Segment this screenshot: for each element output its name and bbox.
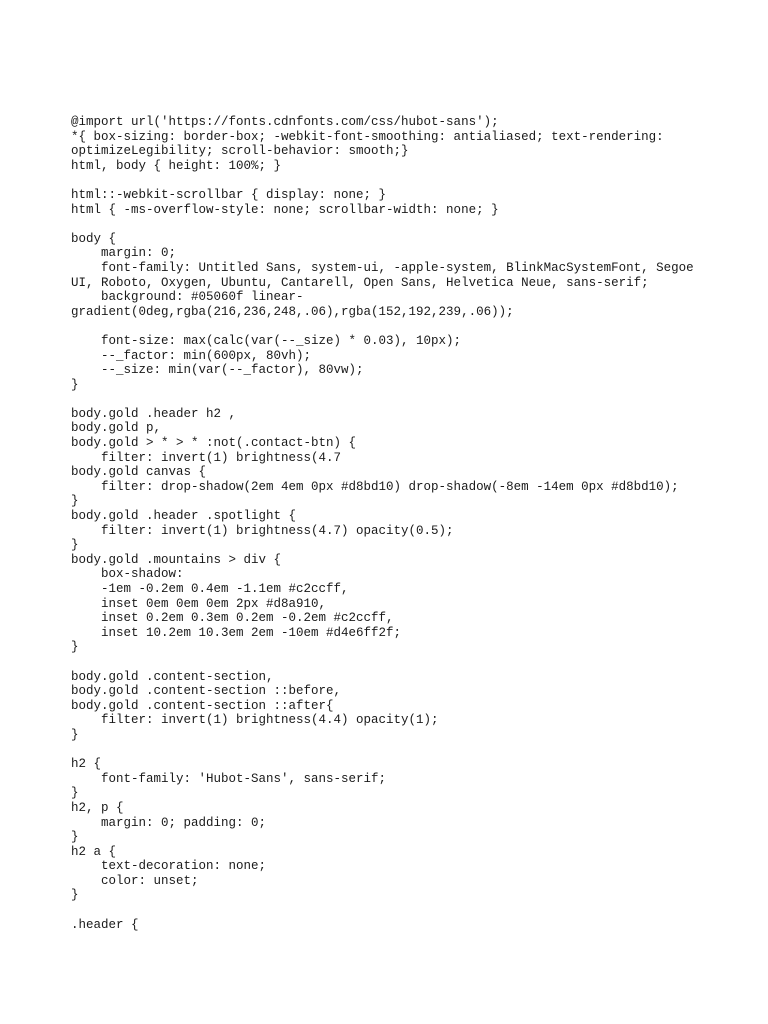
code-line: } [71,538,79,553]
code-line: margin: 0; [71,246,177,261]
code-line: color: unset; [71,873,199,888]
code-line [71,173,731,188]
code-line: font-size: max(calc(var(--_size) * 0.03), 10px); [71,333,462,348]
code-line: inset 10.2em 10.3em 2em -10em #d4e6ff2f; [71,625,402,640]
code-line: UI, Roboto, Oxygen, Ubuntu, Cantarell, Open Sans, Helvetica Neue, sans-serif; [71,275,649,290]
code-line: } [71,377,79,392]
code-line: --_size: min(var(--_factor), 80vw); [71,363,364,378]
code-line: filter: invert(1) brightness(4.7 [71,450,342,465]
code-line: background: #05060f linear- [71,290,304,305]
css-source-document [71,115,731,932]
code-line: html { -ms-overflow-style: none; scrollbar-width: none; } [71,202,499,217]
code-line: } [71,786,79,801]
code-line: html::-webkit-scrollbar { display: none; } [71,187,387,202]
code-line: } [71,830,79,845]
code-line: font-family: Untitled Sans, system-ui, -apple-system, BlinkMacSystemFont, Segoe [71,260,694,275]
code-line: font-family: 'Hubot-Sans', sans-serif; [71,771,387,786]
code-line [71,903,731,918]
code-line: @import url('https://fonts.cdnfonts.com/css/hubot-sans'); [71,115,499,129]
code-line: } [71,494,79,509]
code-line [71,743,731,758]
code-line: .header { [71,917,139,932]
code-line [71,655,731,670]
code-line: -1em -0.2em 0.4em -1.1em #c2ccff, [71,582,349,596]
code-line: h2, p { [71,800,124,815]
code-line: box-shadow: [71,567,184,582]
code-line: inset 0.2em 0.3em 0.2em -0.2em #c2ccff, [71,611,394,626]
code-line [71,319,731,334]
code-line: body.gold > * > * :not(.contact-btn) { [71,436,357,451]
code-line: body { [71,231,117,246]
code-line: } [71,640,79,655]
code-line: text-decoration: none; [71,859,267,874]
code-line: --_factor: min(600px, 80vh); [71,348,312,363]
code-line: inset 0em 0em 0em 2px #d8a910, [71,596,327,611]
code-line: body.gold .header .spotlight { [71,509,297,524]
code-line: html, body { height: 100%; } [71,158,282,173]
code-line: gradient(0deg,rgba(216,236,248,.06),rgba(152,192,239,.06)); [71,304,514,319]
code-line: body.gold .content-section, [71,669,274,684]
code-line: optimizeLegibility; scroll-behavior: smooth;} [71,144,409,159]
code-line: body.gold canvas { [71,465,207,480]
code-line: } [71,727,79,742]
code-line: *{ box-sizing: border-box; -webkit-font-smoothing: antialiased; text-rendering: [71,129,664,144]
code-line: body.gold p, [71,421,162,436]
code-line: margin: 0; padding: 0; [71,815,267,830]
code-line: h2 a { [71,844,117,859]
code-line: filter: invert(1) brightness(4.4) opacity(1); [71,713,439,728]
code-line [71,217,731,232]
code-line: body.gold .mountains > div { [71,552,282,567]
code-line: body.gold .content-section ::after{ [71,698,334,713]
code-line: filter: drop-shadow(2em 4em 0px #d8bd10) drop-shadow(-8em -14em 0px #d8bd10); [71,479,679,494]
code-line: h2 { [71,757,102,772]
code-line: body.gold .content-section ::before, [71,684,342,699]
code-line: body.gold .header h2 , [71,406,237,421]
code-line: } [71,888,79,903]
code-line [71,392,731,407]
code-line: filter: invert(1) brightness(4.7) opacity(0.5); [71,523,454,538]
